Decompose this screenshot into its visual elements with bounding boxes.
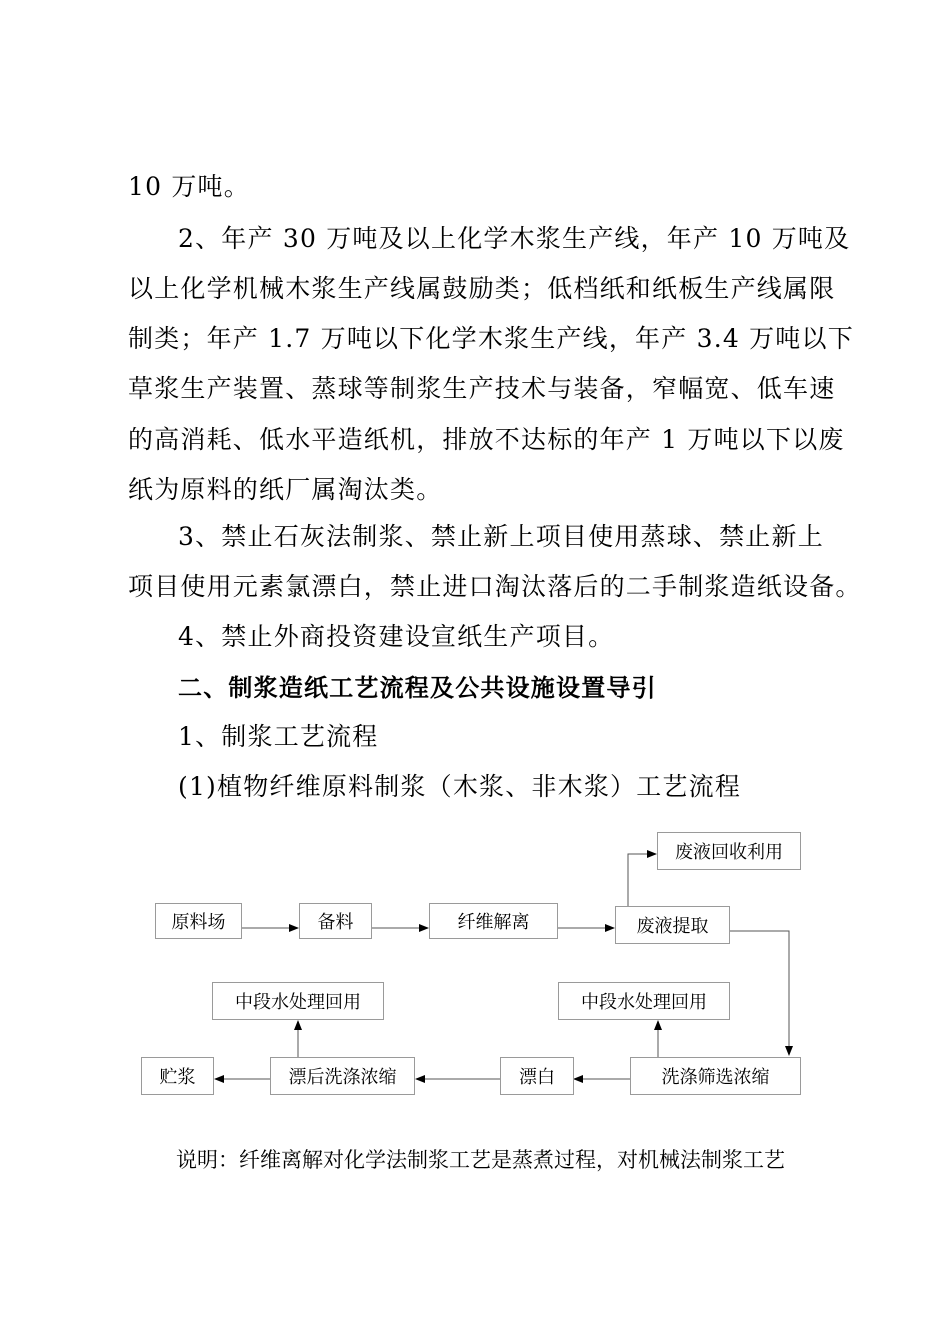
flow-node-bleach: 漂白 [500,1057,574,1095]
paragraph-line: 以上化学机械木浆生产线属鼓励类；低档纸和纸板生产线属限 [128,274,836,303]
flow-node-prep: 备料 [299,903,372,939]
paragraph-line: 3、禁止石灰法制浆、禁止新上项目使用蒸球、禁止新上 [178,522,824,551]
flowchart-note: 说明：纤维离解对化学法制浆工艺是蒸煮过程，对机械法制浆工艺 [176,1148,785,1172]
paragraph-line: 10 万吨。 [128,172,250,201]
paragraph-line: 4、禁止外商投资建设宣纸生产项目。 [178,622,615,651]
flow-node-midwater-left: 中段水处理回用 [212,982,384,1020]
paragraph-line: 制类；年产 1.7 万吨以下化学木浆生产线，年产 3.4 万吨以下 [128,324,854,353]
paragraph-line: 2、年产 30 万吨及以上化学木浆生产线，年产 10 万吨及 [178,224,851,253]
flow-node-fiber-separation: 纤维解离 [429,903,558,939]
paragraph-line: 纸为原料的纸厂属淘汰类。 [128,475,443,504]
flow-node-post-bleach: 漂后洗涤浓缩 [270,1057,415,1095]
paragraph-line: 项目使用元素氯漂白，禁止进口淘汰落后的二手制浆造纸设备。 [128,572,862,601]
subsection-heading: 1、制浆工艺流程 [178,722,379,751]
section-heading: 二、制浆造纸工艺流程及公共设施设置导引 [178,674,657,702]
flow-node-midwater-right: 中段水处理回用 [558,982,730,1020]
paragraph-line: 草浆生产装置、蒸球等制浆生产技术与装备，窄幅宽、低车速 [128,374,836,403]
flow-node-waste-recycle: 废液回收利用 [657,832,801,870]
subsection-heading: (1)植物纤维原料制浆（木浆、非木浆）工艺流程 [178,772,742,801]
arrow-extract-to-wash [730,931,789,1055]
paragraph-line: 的高消耗、低水平造纸机，排放不达标的年产 1 万吨以下以废 [128,425,845,454]
arrow-extract-to-recycle [628,854,656,908]
flow-node-raw-yard: 原料场 [155,903,242,939]
flow-node-waste-extract: 废液提取 [615,906,730,944]
flow-node-wash-screen: 洗涤筛选浓缩 [630,1057,801,1095]
flow-node-storage: 贮浆 [141,1057,214,1095]
